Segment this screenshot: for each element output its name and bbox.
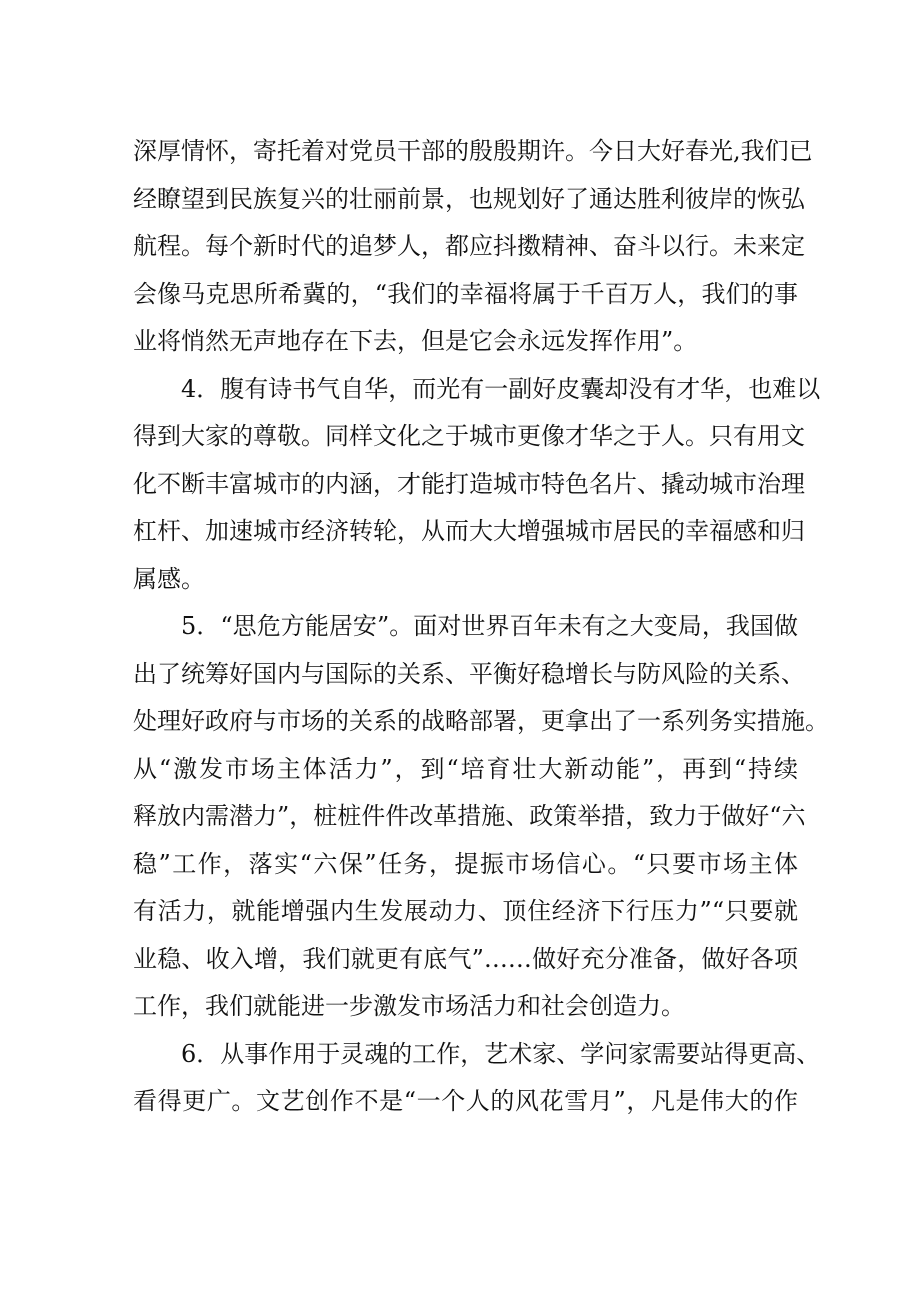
paragraph-5 (133, 603, 829, 1031)
text-line: 得到大家的尊敬。同样文化之于城市更像才华之于人。只有用文 (133, 422, 805, 450)
text-line: 4．腹有诗书气自华，而光有一副好皮囊却没有才华，也难以 (181, 374, 821, 403)
text-line: 5．“思危方能居安”。面对世界百年未有之大变局，我国做 (181, 612, 798, 640)
document-body (133, 128, 829, 1126)
text-line: 业将悄然无声地存在下去，但是它会永远发挥作用”。 (133, 327, 698, 355)
text-line: 6．从事作用于灵魂的工作，艺术家、学问家需要站得更高、 (181, 1039, 821, 1068)
text-line: 属感。 (133, 564, 205, 593)
paragraph-6 (133, 1031, 821, 1126)
text-line: 深厚情怀，寄托着对党员干部的殷殷期许。今日大好春光,我们已 (133, 137, 813, 165)
text-line: 有活力，就能增强内生发展动力、顶住经济下行压力”“只要就 (133, 897, 798, 925)
text-line: 化不断丰富城市的内涵，才能打造城市特色名片、撬动城市治理 (133, 469, 805, 498)
text-line: 看得更广。文艺创作不是“一个人的风花雪月”，凡是伟大的作 (133, 1087, 798, 1115)
text-line: 出了统筹好国内与国际的关系、平衡好稳增长与防风险的关系、 (133, 659, 805, 688)
text-line: 杠杆、加速城市经济转轮，从而大大增强城市居民的幸福感和归 (133, 517, 805, 545)
text-line: 释放内需潜力”，桩桩件件改革措施、政策举措，致力于做好“六 (133, 802, 806, 830)
text-line: 会像马克思所希冀的，“我们的幸福将属于千百万人，我们的事 (133, 279, 798, 308)
text-line: 经瞭望到民族复兴的壮丽前景，也规划好了通达胜利彼岸的恢弘 (133, 184, 805, 213)
text-line: 工作，我们就能进一步激发市场活力和社会创造力。 (133, 992, 685, 1020)
text-line: 稳”工作，落实“六保”任务，提振市场信心。“只要市场主体 (133, 849, 798, 878)
paragraph-4 (133, 366, 821, 604)
text-line: 处理好政府与市场的关系的战略部署，更拿出了一系列务实措施。 (133, 707, 829, 735)
text-line: 从“激发市场主体活力”，到“培育壮大新动能”，再到“持续 (133, 754, 798, 783)
paragraph-3-tail (133, 128, 813, 366)
text-line: 航程。每个新时代的追梦人，都应抖擞精神、奋斗以行。未来定 (133, 232, 805, 260)
text-line: 业稳、收入增，我们就更有底气”……做好充分准备，做好各项 (133, 944, 798, 973)
